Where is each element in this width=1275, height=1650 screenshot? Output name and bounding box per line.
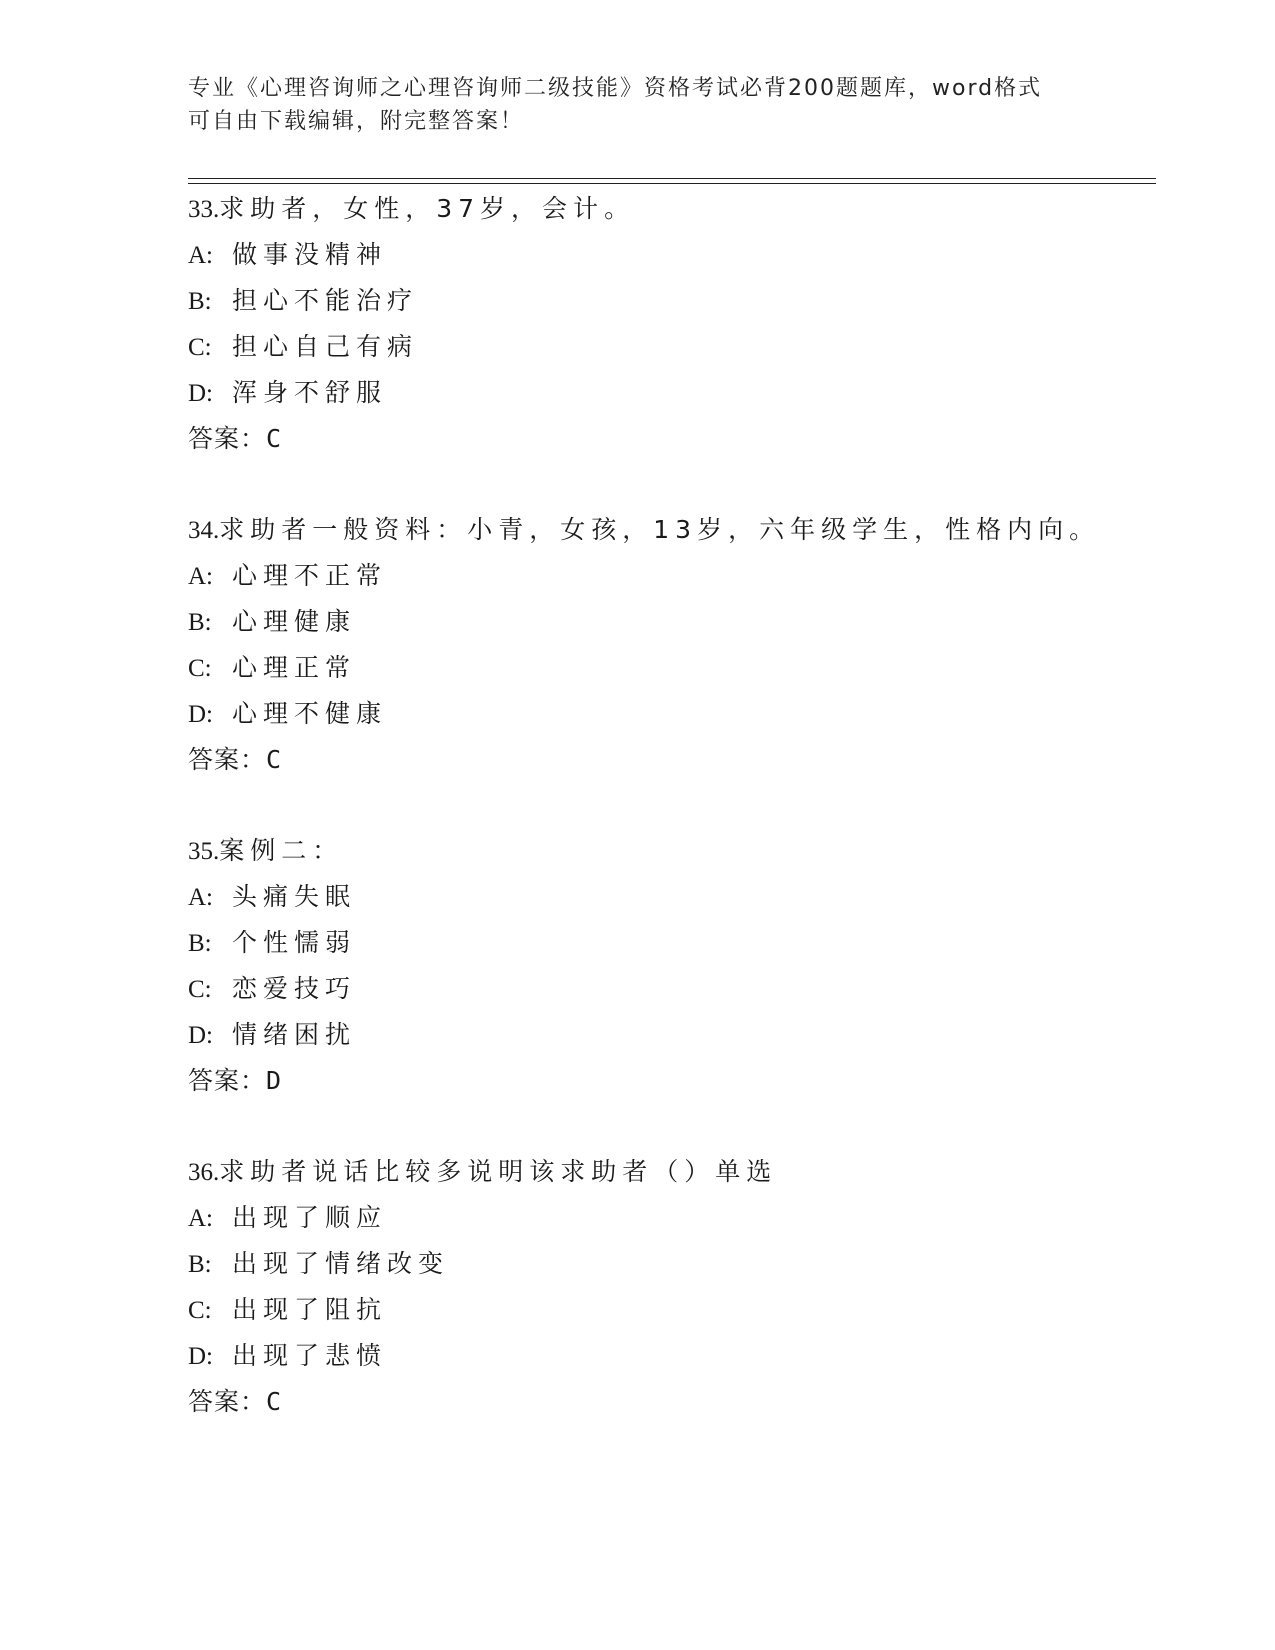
answer-label: 答案： — [188, 424, 267, 453]
option-c — [188, 324, 1148, 370]
option-text: 恋爱技巧 — [232, 974, 357, 1003]
question-33 — [188, 186, 1148, 462]
option-a — [188, 232, 1148, 278]
option-key: A: — [188, 884, 213, 911]
option-c — [188, 645, 1148, 691]
question-number: 34. — [188, 517, 220, 544]
question-title — [188, 186, 1148, 232]
option-d — [188, 370, 1148, 416]
question-text: 案例二： — [219, 836, 344, 865]
question-number: 36. — [188, 1159, 220, 1186]
option-key: B: — [188, 288, 212, 315]
option-key: D: — [188, 1022, 213, 1049]
option-d — [188, 691, 1148, 737]
option-text: 做事没精神 — [232, 240, 388, 269]
option-text: 出现了悲愤 — [232, 1341, 388, 1370]
option-text: 心理健康 — [232, 607, 357, 636]
option-text: 浑身不舒服 — [232, 378, 388, 407]
answer-value: C — [266, 1387, 285, 1416]
question-title — [188, 828, 1148, 874]
option-key: D: — [188, 380, 213, 407]
option-a — [188, 1195, 1148, 1241]
answer-line — [188, 1058, 1148, 1104]
header-line-1: 专业《心理咨询师之心理咨询师二级技能》资格考试必背200题题库，word格式 — [188, 76, 1043, 101]
question-text: 求助者说话比较多说明该求助者（）单选 — [219, 1157, 778, 1186]
question-36 — [188, 1149, 1148, 1425]
option-text: 出现了阻抗 — [232, 1295, 388, 1324]
option-key: B: — [188, 930, 212, 957]
option-b — [188, 278, 1148, 324]
question-text: 求助者，女性，37岁，会计。 — [219, 194, 636, 223]
option-key: C: — [188, 976, 212, 1003]
option-key: A: — [188, 242, 213, 269]
option-text: 担心自己有病 — [232, 332, 419, 361]
option-text: 头痛失眠 — [232, 882, 357, 911]
question-number: 35. — [188, 838, 220, 865]
answer-line — [188, 416, 1148, 462]
option-key: D: — [188, 701, 213, 728]
answer-line — [188, 737, 1148, 783]
option-text: 担心不能治疗 — [232, 286, 419, 315]
option-key: A: — [188, 563, 213, 590]
header-divider-top — [188, 178, 1156, 179]
header-divider-bottom — [188, 183, 1156, 184]
answer-line — [188, 1379, 1148, 1425]
option-text: 个性懦弱 — [232, 928, 357, 957]
question-35 — [188, 828, 1148, 1104]
option-c — [188, 966, 1148, 1012]
option-d — [188, 1012, 1148, 1058]
answer-value: D — [266, 1066, 285, 1095]
answer-label: 答案： — [188, 745, 267, 774]
option-key: C: — [188, 334, 212, 361]
option-text: 出现了情绪改变 — [232, 1249, 450, 1278]
answer-value: C — [266, 745, 285, 774]
option-b — [188, 599, 1148, 645]
option-c — [188, 1287, 1148, 1333]
question-text: 求助者一般资料：小青，女孩，13岁，六年级学生，性格内向。 — [219, 515, 1101, 544]
question-title — [188, 1149, 1148, 1195]
document-header — [188, 72, 1088, 138]
question-title — [188, 507, 1148, 553]
question-34 — [188, 507, 1148, 783]
option-a — [188, 553, 1148, 599]
option-key: C: — [188, 655, 212, 682]
option-key: B: — [188, 609, 212, 636]
option-text: 心理不正常 — [232, 561, 388, 590]
option-text: 情绪困扰 — [232, 1020, 357, 1049]
option-text: 心理不健康 — [232, 699, 388, 728]
question-list — [188, 186, 1148, 1425]
option-key: B: — [188, 1251, 212, 1278]
option-b — [188, 920, 1148, 966]
option-a — [188, 874, 1148, 920]
option-text: 心理正常 — [232, 653, 357, 682]
question-number: 33. — [188, 196, 220, 223]
answer-label: 答案： — [188, 1066, 267, 1095]
option-b — [188, 1241, 1148, 1287]
option-d — [188, 1333, 1148, 1379]
option-key: A: — [188, 1205, 213, 1232]
header-line-2: 可自由下载编辑，附完整答案！ — [188, 109, 525, 134]
option-text: 出现了顺应 — [232, 1203, 388, 1232]
option-key: C: — [188, 1297, 212, 1324]
answer-value: C — [266, 424, 285, 453]
answer-label: 答案： — [188, 1387, 267, 1416]
option-key: D: — [188, 1343, 213, 1370]
